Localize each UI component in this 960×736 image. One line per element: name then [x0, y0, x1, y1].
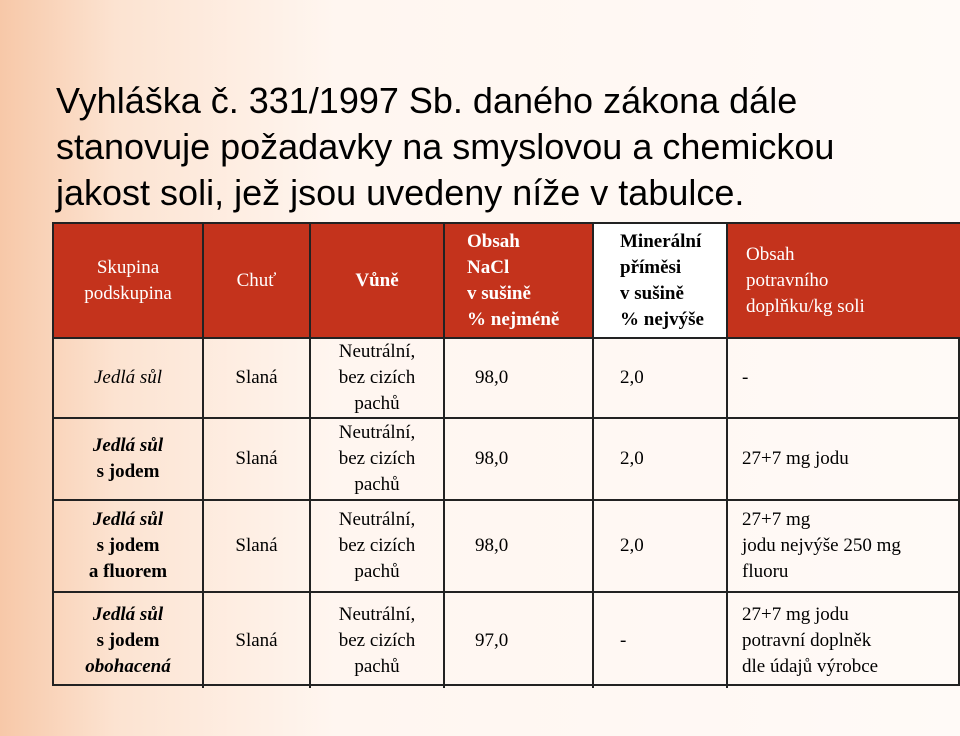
header-mineral-line: v sušině: [620, 282, 684, 304]
row-smell-line: Neutrální,: [338, 422, 416, 443]
row-group-line: s jodem: [96, 629, 160, 651]
header-mineral: [593, 224, 727, 338]
row-taste-value: Slaná: [235, 535, 278, 556]
header-group-line: Skupina: [96, 256, 160, 278]
row-mineral-value: 2,0: [620, 448, 644, 469]
header-nacl-line: NaCl: [467, 256, 510, 278]
row-additive-line: -: [742, 367, 749, 388]
row-additive-line: 27+7 mg jodu: [742, 448, 849, 469]
row-additive-line: jodu nejvýše 250 mg: [742, 535, 901, 556]
row-taste-value: Slaná: [235, 629, 278, 651]
row-smell-line: pachů: [354, 393, 400, 414]
row-smell-line: bez cizích: [338, 535, 416, 556]
row-additive-line: 27+7 mg: [742, 509, 811, 530]
row-taste: [203, 500, 310, 592]
table-row: [54, 338, 960, 418]
row-mineral-value: -: [620, 629, 627, 651]
row-smell: [310, 338, 444, 418]
table-row: [54, 418, 960, 500]
row-mineral: [593, 500, 727, 592]
row-group-line: obohacená: [85, 655, 171, 677]
header-additive-line: potravního: [746, 269, 829, 291]
row-smell-line: pachů: [354, 561, 400, 582]
row-smell-line: pachů: [354, 474, 400, 495]
header-nacl-line: v sušině: [467, 282, 531, 304]
salt-requirements-table: [52, 222, 960, 686]
row-group-line: a fluorem: [88, 561, 168, 582]
header-smell-label: Vůně: [355, 269, 399, 291]
header-additive-line: Obsah: [746, 243, 795, 265]
row-mineral: [593, 592, 727, 688]
row-nacl-value: 98,0: [475, 448, 509, 469]
header-taste-label: Chuť: [236, 269, 277, 291]
table-header-row: [54, 224, 960, 338]
row-smell-line: bez cizích: [338, 367, 416, 388]
row-additive: [727, 418, 960, 500]
row-additive-line: dle údajů výrobce: [742, 655, 879, 677]
header-mineral-line: příměsi: [620, 256, 682, 278]
row-taste-value: Slaná: [235, 367, 278, 388]
row-additive-line: fluoru: [742, 561, 789, 582]
row-smell-line: Neutrální,: [338, 509, 416, 530]
header-nacl: [444, 224, 593, 338]
intro-text: Vyhláška č. 331/1997 Sb. daného zákona dále stanovuje požadavky na smyslovou a chemickou jakost soli, jež jsou uvedeny níže v tabulce.: [56, 80, 835, 213]
row-nacl-value: 97,0: [475, 629, 509, 651]
row-additive: [727, 500, 960, 592]
row-additive: [727, 592, 960, 688]
header-mineral-line: Minerální: [620, 230, 702, 252]
row-nacl: [444, 500, 593, 592]
row-mineral: [593, 418, 727, 500]
row-smell: [310, 500, 444, 592]
row-nacl-value: 98,0: [475, 535, 509, 556]
table-row: [54, 592, 960, 688]
row-smell-line: pachů: [354, 655, 400, 677]
row-taste: [203, 592, 310, 688]
row-group-line: Jedlá sůl: [93, 367, 163, 388]
row-nacl: [444, 338, 593, 418]
row-group: [54, 418, 203, 500]
row-group: [54, 500, 203, 592]
row-additive-line: 27+7 mg jodu: [742, 603, 849, 625]
row-smell-line: Neutrální,: [338, 603, 416, 625]
row-mineral-value: 2,0: [620, 535, 644, 556]
row-smell: [310, 592, 444, 688]
row-group-line: s jodem: [96, 535, 160, 556]
row-group-line: s jodem: [96, 461, 160, 482]
row-smell: [310, 418, 444, 500]
row-group: [54, 338, 203, 418]
row-mineral: [593, 338, 727, 418]
header-nacl-line: % nejméně: [467, 308, 560, 330]
header-additive-line: doplňku/kg soli: [746, 295, 865, 317]
row-mineral-value: 2,0: [620, 367, 644, 388]
row-taste-value: Slaná: [235, 448, 278, 469]
header-group: [54, 224, 203, 338]
row-nacl: [444, 592, 593, 688]
row-smell-line: bez cizích: [338, 448, 416, 469]
header-taste: [203, 224, 310, 338]
row-group-line: Jedlá sůl: [92, 603, 164, 625]
row-group-line: Jedlá sůl: [92, 509, 164, 530]
row-nacl: [444, 418, 593, 500]
header-additive: [727, 224, 960, 338]
row-smell-line: Neutrální,: [338, 341, 416, 362]
row-additive: [727, 338, 960, 418]
row-group: [54, 592, 203, 688]
row-smell-line: bez cizích: [338, 629, 416, 651]
row-taste: [203, 418, 310, 500]
row-group-line: Jedlá sůl: [92, 435, 164, 456]
header-mineral-line: % nejvýše: [620, 308, 704, 330]
row-taste: [203, 338, 310, 418]
header-smell: [310, 224, 444, 338]
header-group-line: podskupina: [84, 282, 172, 304]
table-row: [54, 500, 960, 592]
header-nacl-line: Obsah: [467, 230, 520, 252]
row-additive-line: potravní doplněk: [742, 629, 872, 651]
row-nacl-value: 98,0: [475, 367, 509, 388]
